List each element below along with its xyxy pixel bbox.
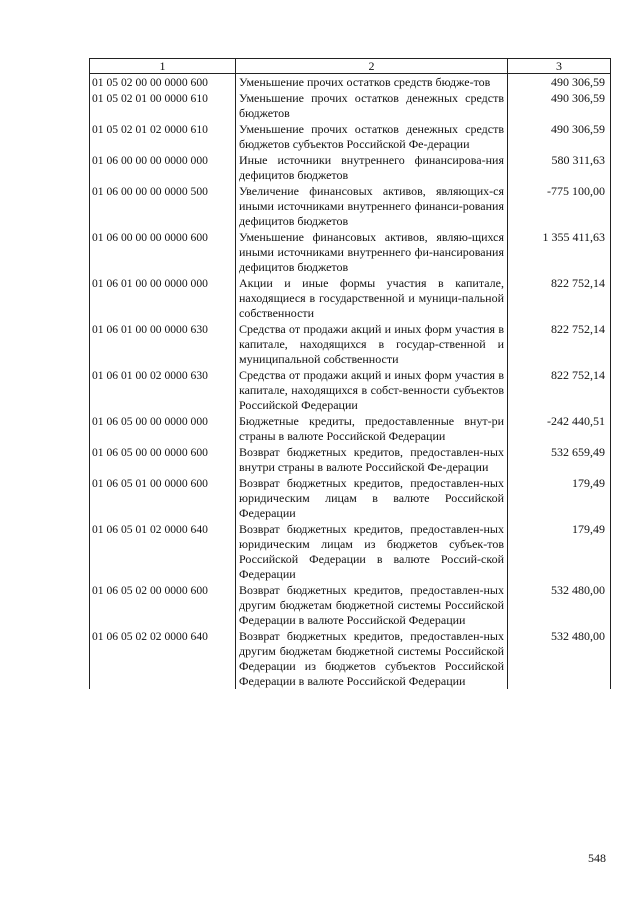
amount-cell: 822 752,14 xyxy=(508,275,611,321)
amount-cell: 490 306,59 xyxy=(508,121,611,152)
table-row xyxy=(90,275,611,321)
budget-code-cell: 01 06 00 00 00 0000 500 xyxy=(90,183,236,229)
budget-code-cell: 01 05 02 01 02 0000 610 xyxy=(90,121,236,152)
budget-code-cell: 01 06 01 00 00 0000 630 xyxy=(90,321,236,367)
description-cell: Возврат бюджетных кредитов, предоставлен-ных юридическим лицам из бюджетов субъек-тов Российской Федерации в валюте Россий-ской Федерации xyxy=(236,521,508,582)
description-cell: Бюджетные кредиты, предоставленные внут-ри страны в валюте Российской Федерации xyxy=(236,413,508,444)
budget-code-cell: 01 06 05 00 00 0000 600 xyxy=(90,444,236,475)
amount-cell: 532 480,00 xyxy=(508,628,611,689)
budget-code-cell: 01 06 05 02 00 0000 600 xyxy=(90,582,236,628)
description-cell: Уменьшение финансовых активов, являю-щихся иными источниками внутреннего фи-нансирования дефицитов бюджетов xyxy=(236,229,508,275)
description-cell: Иные источники внутреннего финансирова-ния дефицитов бюджетов xyxy=(236,152,508,183)
table-row xyxy=(90,74,611,91)
description-cell: Возврат бюджетных кредитов, предоставлен-ных юридическим лицам в валюте Российской Федерации xyxy=(236,475,508,521)
table-header xyxy=(90,59,611,74)
table-row xyxy=(90,152,611,183)
budget-code-cell: 01 05 02 01 00 0000 610 xyxy=(90,90,236,121)
table-row xyxy=(90,475,611,521)
column-header-code: 1 xyxy=(90,59,236,74)
table-row xyxy=(90,444,611,475)
amount-cell: 532 480,00 xyxy=(508,582,611,628)
budget-code-cell: 01 06 00 00 00 0000 000 xyxy=(90,152,236,183)
header-row xyxy=(90,59,611,74)
budget-code-cell: 01 06 01 00 00 0000 000 xyxy=(90,275,236,321)
amount-cell: 490 306,59 xyxy=(508,90,611,121)
description-cell: Акции и иные формы участия в капитале, находящиеся в государственной и муници-пальной собственности xyxy=(236,275,508,321)
amount-cell: 580 311,63 xyxy=(508,152,611,183)
description-cell: Уменьшение прочих остатков средств бюдже-тов xyxy=(236,74,508,91)
description-cell: Средства от продажи акций и иных форм участия в капитале, находящихся в государ-ственной и муниципальной собственности xyxy=(236,321,508,367)
budget-code-cell: 01 06 05 01 02 0000 640 xyxy=(90,521,236,582)
budget-code-cell: 01 06 00 00 00 0000 600 xyxy=(90,229,236,275)
budget-sources-table xyxy=(89,58,611,689)
budget-code-cell: 01 06 05 02 02 0000 640 xyxy=(90,628,236,689)
description-cell: Возврат бюджетных кредитов, предоставлен-ных другим бюджетам бюджетной системы Российской Федерации в валюте Российской Федерации xyxy=(236,582,508,628)
table-row xyxy=(90,90,611,121)
description-cell: Увеличение финансовых активов, являющих-ся иными источниками внутреннего финанси-рования дефицитов бюджетов xyxy=(236,183,508,229)
table-row xyxy=(90,582,611,628)
table-body xyxy=(90,74,611,690)
table-row xyxy=(90,229,611,275)
table-row xyxy=(90,413,611,444)
description-cell: Возврат бюджетных кредитов, предоставлен-ных другим бюджетам бюджетной системы Российской Федерации из бюджетов субъектов Российской Федерации в валюте Российской Федерации xyxy=(236,628,508,689)
amount-cell: 179,49 xyxy=(508,521,611,582)
table-row xyxy=(90,183,611,229)
amount-cell: -775 100,00 xyxy=(508,183,611,229)
amount-cell: 179,49 xyxy=(508,475,611,521)
page-number: 548 xyxy=(588,851,606,865)
column-header-amount: 3 xyxy=(508,59,611,74)
table-row xyxy=(90,121,611,152)
description-cell: Возврат бюджетных кредитов, предоставлен-ных внутри страны в валюте Российской Фе-дерации xyxy=(236,444,508,475)
amount-cell: 532 659,49 xyxy=(508,444,611,475)
budget-code-cell: 01 06 01 00 02 0000 630 xyxy=(90,367,236,413)
column-header-description: 2 xyxy=(236,59,508,74)
table-row xyxy=(90,321,611,367)
description-cell: Уменьшение прочих остатков денежных средств бюджетов xyxy=(236,90,508,121)
budget-code-cell: 01 06 05 00 00 0000 000 xyxy=(90,413,236,444)
table-row xyxy=(90,367,611,413)
amount-cell: 822 752,14 xyxy=(508,321,611,367)
description-cell: Средства от продажи акций и иных форм участия в капитале, находящихся в собст-венности субъектов Российской Федерации xyxy=(236,367,508,413)
description-cell: Уменьшение прочих остатков денежных средств бюджетов субъектов Российской Фе-дерации xyxy=(236,121,508,152)
amount-cell: 822 752,14 xyxy=(508,367,611,413)
amount-cell: -242 440,51 xyxy=(508,413,611,444)
amount-cell: 490 306,59 xyxy=(508,74,611,91)
table-row xyxy=(90,521,611,582)
amount-cell: 1 355 411,63 xyxy=(508,229,611,275)
budget-code-cell: 01 05 02 00 00 0000 600 xyxy=(90,74,236,91)
budget-code-cell: 01 06 05 01 00 0000 600 xyxy=(90,475,236,521)
table-row xyxy=(90,628,611,689)
